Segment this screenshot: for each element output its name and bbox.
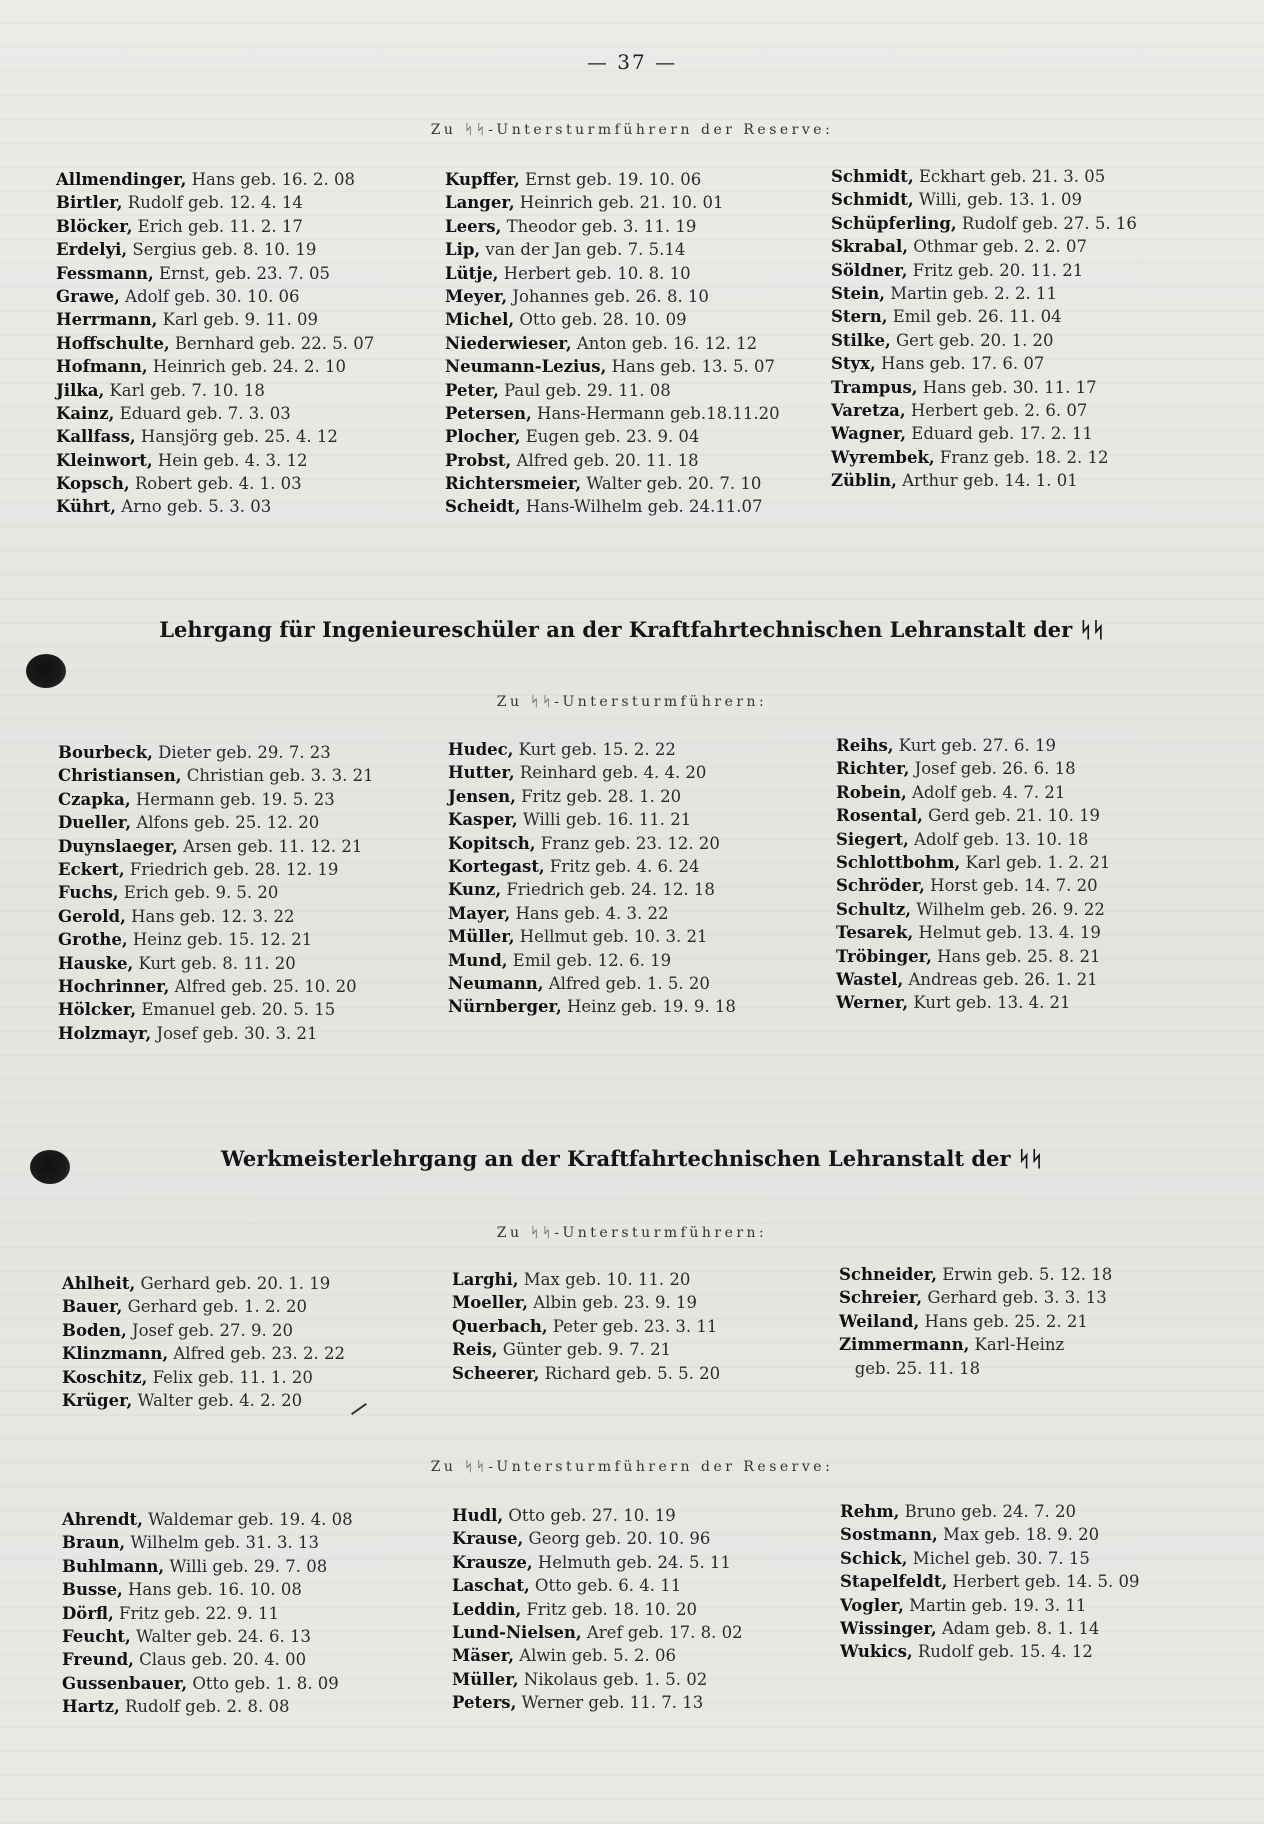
list-item: Kleinwort, Hein geb. 4. 3. 12: [56, 450, 308, 470]
list-item: Kührt, Arno geb. 5. 3. 03: [56, 497, 272, 517]
list-item: Vogler, Martin geb. 19. 3. 11: [840, 1595, 1087, 1615]
list-item: Krausze, Helmuth geb. 24. 5. 11: [452, 1552, 731, 1572]
list-item: Blöcker, Erich geb. 11. 2. 17: [56, 216, 303, 236]
list-item: Busse, Hans geb. 16. 10. 08: [62, 1580, 302, 1600]
list-item: Feucht, Walter geb. 24. 6. 13: [62, 1626, 311, 1646]
list-item: Trampus, Hans geb. 30. 11. 17: [831, 377, 1097, 397]
list-item: Holzmayr, Josef geb. 30. 3. 21: [58, 1023, 318, 1043]
page-number: — 37 —: [586, 50, 678, 74]
list-item: Schüpferling, Rudolf geb. 27. 5. 16: [831, 213, 1137, 233]
list-item: Rehm, Bruno geb. 24. 7. 20: [840, 1502, 1076, 1521]
list-item: Müller, Nikolaus geb. 1. 5. 02: [452, 1669, 708, 1689]
list-item: Allmendinger, Hans geb. 16. 2. 08: [56, 170, 356, 189]
section-4-column-1: [62, 1508, 462, 1719]
list-item: Nürnberger, Heinz geb. 19. 9. 18: [448, 997, 736, 1017]
list-item: Gussenbauer, Otto geb. 1. 8. 09: [62, 1673, 339, 1693]
list-item: Neumann, Alfred geb. 1. 5. 20: [448, 973, 710, 993]
section-3-column-3: [839, 1263, 1239, 1380]
list-item: Eckert, Friedrich geb. 28. 12. 19: [58, 859, 339, 879]
list-item: Müller, Hellmut geb. 10. 3. 21: [448, 927, 708, 947]
list-item: Plocher, Eugen geb. 23. 9. 04: [445, 427, 700, 447]
list-item: Petersen, Hans-Hermann geb.18.11.20: [445, 403, 780, 423]
section-2-column-3: [836, 734, 1236, 1015]
list-item: Hutter, Reinhard geb. 4. 4. 20: [448, 763, 707, 783]
section-4-column-2: [452, 1504, 852, 1715]
list-item: Bauer, Gerhard geb. 1. 2. 20: [62, 1297, 307, 1317]
section-1-column-2: [445, 168, 845, 519]
list-item: Lund-Nielsen, Aref geb. 17. 8. 02: [452, 1622, 743, 1642]
section-1-column-3: [831, 165, 1231, 492]
list-item: Gerold, Hans geb. 12. 3. 22: [58, 906, 295, 926]
list-item: Hoffschulte, Bernhard geb. 22. 5. 07: [56, 333, 375, 353]
list-item: Schmidt, Willi, geb. 13. 1. 09: [831, 190, 1082, 210]
list-item: Bourbeck, Dieter geb. 29. 7. 23: [58, 743, 331, 762]
list-item: Hölcker, Emanuel geb. 20. 5. 15: [58, 1000, 336, 1020]
list-item: Michel, Otto geb. 28. 10. 09: [445, 310, 687, 330]
list-item: Robein, Adolf geb. 4. 7. 21: [836, 782, 1066, 802]
list-item: Skrabal, Othmar geb. 2. 2. 07: [831, 237, 1087, 257]
list-item: Zimmermann, Karl-Heinz: [839, 1335, 1065, 1355]
list-item: Czapka, Hermann geb. 19. 5. 23: [58, 789, 335, 809]
punch-hole: [26, 654, 66, 688]
list-item: Stern, Emil geb. 26. 11. 04: [831, 307, 1062, 327]
list-item: Stilke, Gert geb. 20. 1. 20: [831, 330, 1054, 350]
list-item: Scheerer, Richard geb. 5. 5. 20: [452, 1363, 721, 1383]
list-item: Reis, Günter geb. 9. 7. 21: [452, 1340, 672, 1360]
list-item: Reihs, Kurt geb. 27. 6. 19: [836, 736, 1056, 755]
section-3-column-2: [452, 1268, 852, 1385]
section-4-column-3: [840, 1500, 1240, 1664]
section-1-column-1: [56, 168, 456, 519]
list-item: Schlottbohm, Karl geb. 1. 2. 21: [836, 852, 1111, 872]
list-item: Siegert, Adolf geb. 13. 10. 18: [836, 829, 1089, 849]
list-item: Tesarek, Helmut geb. 13. 4. 19: [836, 923, 1101, 943]
list-item: Krüger, Walter geb. 4. 2. 20: [62, 1390, 303, 1410]
list-item: Tröbinger, Hans geb. 25. 8. 21: [836, 946, 1101, 966]
list-item: Richter, Josef geb. 26. 6. 18: [836, 759, 1076, 779]
list-item: Schröder, Horst geb. 14. 7. 20: [836, 876, 1098, 896]
list-item: Niederwieser, Anton geb. 16. 12. 12: [445, 333, 758, 353]
list-item: Buhlmann, Willi geb. 29. 7. 08: [62, 1556, 328, 1576]
list-item: Kallfass, Hansjörg geb. 25. 4. 12: [56, 427, 338, 447]
list-item: Richtersmeier, Walter geb. 20. 7. 10: [445, 474, 762, 494]
list-item: Wagner, Eduard geb. 17. 2. 11: [831, 424, 1093, 444]
list-item: Kopitsch, Franz geb. 23. 12. 20: [448, 833, 720, 853]
list-item: Larghi, Max geb. 10. 11. 20: [452, 1270, 691, 1289]
list-item: Dueller, Alfons geb. 25. 12. 20: [58, 813, 320, 833]
list-item: Kopsch, Robert geb. 4. 1. 03: [56, 474, 302, 494]
list-item: Querbach, Peter geb. 23. 3. 11: [452, 1316, 718, 1336]
list-item: Styx, Hans geb. 17. 6. 07: [831, 354, 1045, 374]
list-item: Neumann-Lezius, Hans geb. 13. 5. 07: [445, 357, 776, 377]
list-item: Ahlheit, Gerhard geb. 20. 1. 19: [62, 1274, 331, 1293]
list-item: Scheidt, Hans-Wilhelm geb. 24.11.07: [445, 497, 763, 517]
list-item: geb. 25. 11. 18: [839, 1358, 981, 1378]
list-item: Peter, Paul geb. 29. 11. 08: [445, 380, 671, 400]
list-item: Lütje, Herbert geb. 10. 8. 10: [445, 263, 691, 283]
list-item: Mund, Emil geb. 12. 6. 19: [448, 950, 672, 970]
list-item: Sostmann, Max geb. 18. 9. 20: [840, 1525, 1100, 1545]
list-item: Schultz, Wilhelm geb. 26. 9. 22: [836, 899, 1105, 919]
list-item: Stein, Martin geb. 2. 2. 11: [831, 283, 1058, 303]
list-item: Grawe, Adolf geb. 30. 10. 06: [56, 286, 300, 306]
list-item: Kunz, Friedrich geb. 24. 12. 18: [448, 880, 715, 900]
list-item: Klinzmann, Alfred geb. 23. 2. 22: [62, 1344, 345, 1364]
list-item: Freund, Claus geb. 20. 4. 00: [62, 1650, 307, 1670]
list-item: Erdelyi, Sergius geb. 8. 10. 19: [56, 240, 317, 260]
list-item: Dörfl, Fritz geb. 22. 9. 11: [62, 1603, 280, 1623]
list-item: Wyrembek, Franz geb. 18. 2. 12: [831, 447, 1109, 467]
list-item: Schneider, Erwin geb. 5. 12. 18: [839, 1265, 1113, 1284]
list-item: Ahrendt, Waldemar geb. 19. 4. 08: [62, 1510, 353, 1529]
section-3-subheading: Zu ᛋᛋ-Untersturmführern:: [496, 1225, 768, 1241]
list-item: Probst, Alfred geb. 20. 11. 18: [445, 450, 699, 470]
list-item: Wukics, Rudolf geb. 15. 4. 12: [840, 1642, 1093, 1662]
section-3-heading: Werkmeisterlehrgang an der Kraftfahrtechnischen Lehranstalt der ᛋᛋ: [220, 1146, 1044, 1171]
list-item: Söldner, Fritz geb. 20. 11. 21: [831, 260, 1084, 280]
list-item: Moeller, Albin geb. 23. 9. 19: [452, 1293, 698, 1313]
list-item: Meyer, Johannes geb. 26. 8. 10: [445, 286, 709, 306]
list-item: Herrmann, Karl geb. 9. 11. 09: [56, 310, 319, 330]
list-item: Krause, Georg geb. 20. 10. 96: [452, 1529, 711, 1549]
section-2-heading: Lehrgang für Ingenieureschüler an der Kraftfahrtechnischen Lehranstalt der ᛋᛋ: [159, 617, 1105, 642]
list-item: Grothe, Heinz geb. 15. 12. 21: [58, 930, 313, 950]
list-item: Werner, Kurt geb. 13. 4. 21: [836, 993, 1071, 1013]
list-item: Boden, Josef geb. 27. 9. 20: [62, 1320, 293, 1340]
list-item: Duynslaeger, Arsen geb. 11. 12. 21: [58, 836, 363, 856]
list-item: Varetza, Herbert geb. 2. 6. 07: [831, 400, 1088, 420]
list-item: Schick, Michel geb. 30. 7. 15: [840, 1548, 1090, 1568]
list-item: Laschat, Otto geb. 6. 4. 11: [452, 1576, 682, 1596]
section-2-column-1: [58, 741, 458, 1045]
list-item: Schmidt, Eckhart geb. 21. 3. 05: [831, 167, 1106, 186]
list-item: Schreier, Gerhard geb. 3. 3. 13: [839, 1288, 1107, 1308]
list-item: Jilka, Karl geb. 7. 10. 18: [56, 380, 265, 400]
list-item: Jensen, Fritz geb. 28. 1. 20: [448, 786, 682, 806]
list-item: Braun, Wilhelm geb. 31. 3. 13: [62, 1533, 319, 1553]
list-item: Mäser, Alwin geb. 5. 2. 06: [452, 1646, 677, 1666]
list-item: Weiland, Hans geb. 25. 2. 21: [839, 1311, 1088, 1331]
list-item: Birtler, Rudolf geb. 12. 4. 14: [56, 193, 303, 213]
list-item: Hudl, Otto geb. 27. 10. 19: [452, 1506, 676, 1525]
list-item: Wissinger, Adam geb. 8. 1. 14: [840, 1618, 1100, 1638]
list-item: Fuchs, Erich geb. 9. 5. 20: [58, 883, 279, 903]
list-item: Hartz, Rudolf geb. 2. 8. 08: [62, 1697, 290, 1717]
list-item: Koschitz, Felix geb. 11. 1. 20: [62, 1367, 313, 1387]
section-3-column-1: [62, 1272, 462, 1412]
list-item: Rosental, Gerd geb. 21. 10. 19: [836, 806, 1101, 826]
list-item: Hochrinner, Alfred geb. 25. 10. 20: [58, 976, 357, 996]
list-item: Fessmann, Ernst, geb. 23. 7. 05: [56, 263, 331, 283]
section-4-subheading: Zu ᛋᛋ-Untersturmführern der Reserve:: [430, 1459, 834, 1475]
list-item: Hauske, Kurt geb. 8. 11. 20: [58, 953, 296, 973]
section-1-subheading: Zu ᛋᛋ-Untersturmführern der Reserve:: [430, 122, 834, 138]
list-item: Mayer, Hans geb. 4. 3. 22: [448, 903, 669, 923]
list-item: Langer, Heinrich geb. 21. 10. 01: [445, 193, 724, 213]
list-item: Peters, Werner geb. 11. 7. 13: [452, 1693, 704, 1713]
section-2-subheading: Zu ᛋᛋ-Untersturmführern:: [496, 694, 768, 710]
list-item: Kasper, Willi geb. 16. 11. 21: [448, 810, 692, 830]
list-item: Kortegast, Fritz geb. 4. 6. 24: [448, 856, 700, 876]
list-item: Stapelfeldt, Herbert geb. 14. 5. 09: [840, 1572, 1140, 1592]
list-item: Leers, Theodor geb. 3. 11. 19: [445, 216, 697, 236]
list-item: Hofmann, Heinrich geb. 24. 2. 10: [56, 357, 347, 377]
list-item: Christiansen, Christian geb. 3. 3. 21: [58, 766, 374, 786]
list-item: Kupffer, Ernst geb. 19. 10. 06: [445, 170, 702, 189]
list-item: Lip, van der Jan geb. 7. 5.14: [445, 240, 686, 260]
list-item: Leddin, Fritz geb. 18. 10. 20: [452, 1599, 697, 1619]
list-item: Züblin, Arthur geb. 14. 1. 01: [831, 471, 1078, 491]
section-2-column-2: [448, 738, 848, 1019]
list-item: Kainz, Eduard geb. 7. 3. 03: [56, 403, 291, 423]
list-item: Wastel, Andreas geb. 26. 1. 21: [836, 969, 1098, 989]
list-item: Hudec, Kurt geb. 15. 2. 22: [448, 740, 676, 759]
